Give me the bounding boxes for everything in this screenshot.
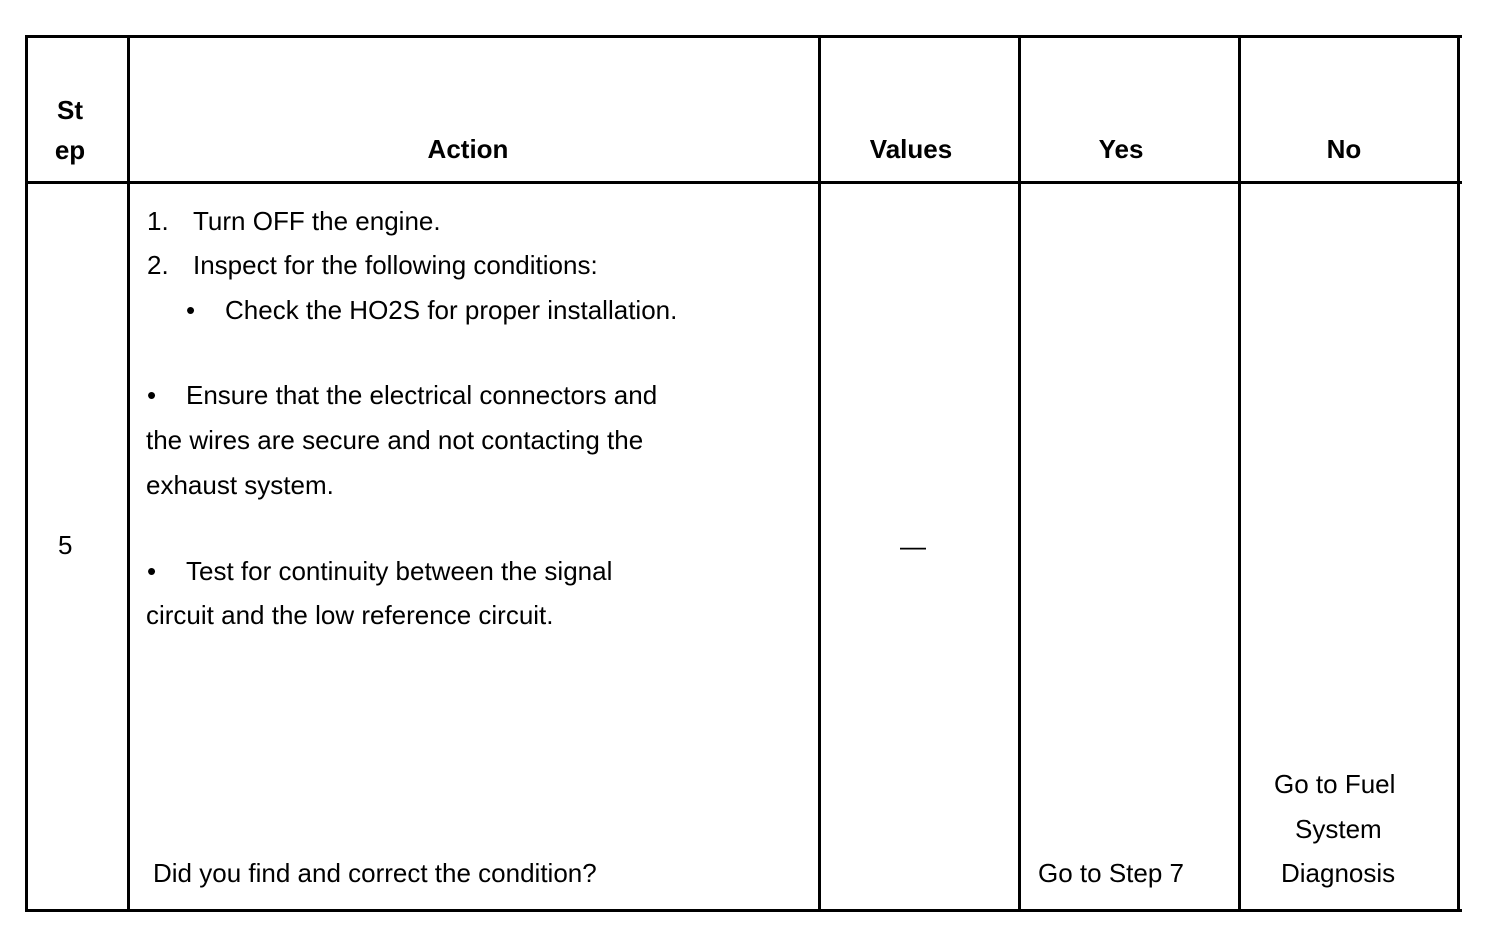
- action-bullet-a-line1: Ensure that the electrical connectors and: [186, 380, 658, 410]
- values-cell: —: [900, 531, 926, 561]
- no-cell-line1: Go to Fuel: [1274, 769, 1396, 799]
- action-bullet-a-line3: exhaust system.: [146, 470, 334, 500]
- action-sub-text: Check the HO2S for proper installation.: [225, 295, 678, 325]
- action-bullet-a-mark: •: [147, 380, 157, 410]
- action-bullet-b-line2: circuit and the low reference circuit.: [146, 600, 554, 630]
- no-cell-line2: System: [1295, 814, 1382, 844]
- action-item1-number: 1.: [147, 206, 169, 236]
- action-item2-text: Inspect for the following conditions:: [193, 250, 598, 280]
- no-cell-line3: Diagnosis: [1281, 858, 1396, 888]
- header-step: [28, 90, 112, 170]
- header-yes: Yes: [1098, 134, 1144, 164]
- action-item1-text: Turn OFF the engine.: [193, 206, 441, 236]
- table-right-border: [1457, 35, 1460, 912]
- action-question: Did you find and correct the condition?: [153, 858, 597, 888]
- header-values: Values: [869, 134, 953, 164]
- table-bottom-border: [25, 909, 1462, 912]
- header-action: Action: [427, 134, 509, 164]
- action-bullet-b-mark: •: [147, 556, 157, 586]
- table-top-border: [25, 35, 1462, 38]
- header-bottom-border: [25, 181, 1462, 184]
- header-step-line2: ep: [54, 135, 86, 165]
- action-item2-number: 2.: [147, 250, 169, 280]
- action-sub-bullet: •: [186, 295, 196, 325]
- yes-cell: Go to Step 7: [1038, 858, 1184, 888]
- action-bullet-b-line1: Test for continuity between the signal: [186, 556, 613, 586]
- header-no: No: [1326, 134, 1362, 164]
- header-step-line1: St: [57, 95, 83, 125]
- action-bullet-a-line2: the wires are secure and not contacting the: [146, 425, 644, 455]
- step-number: 5: [58, 530, 73, 560]
